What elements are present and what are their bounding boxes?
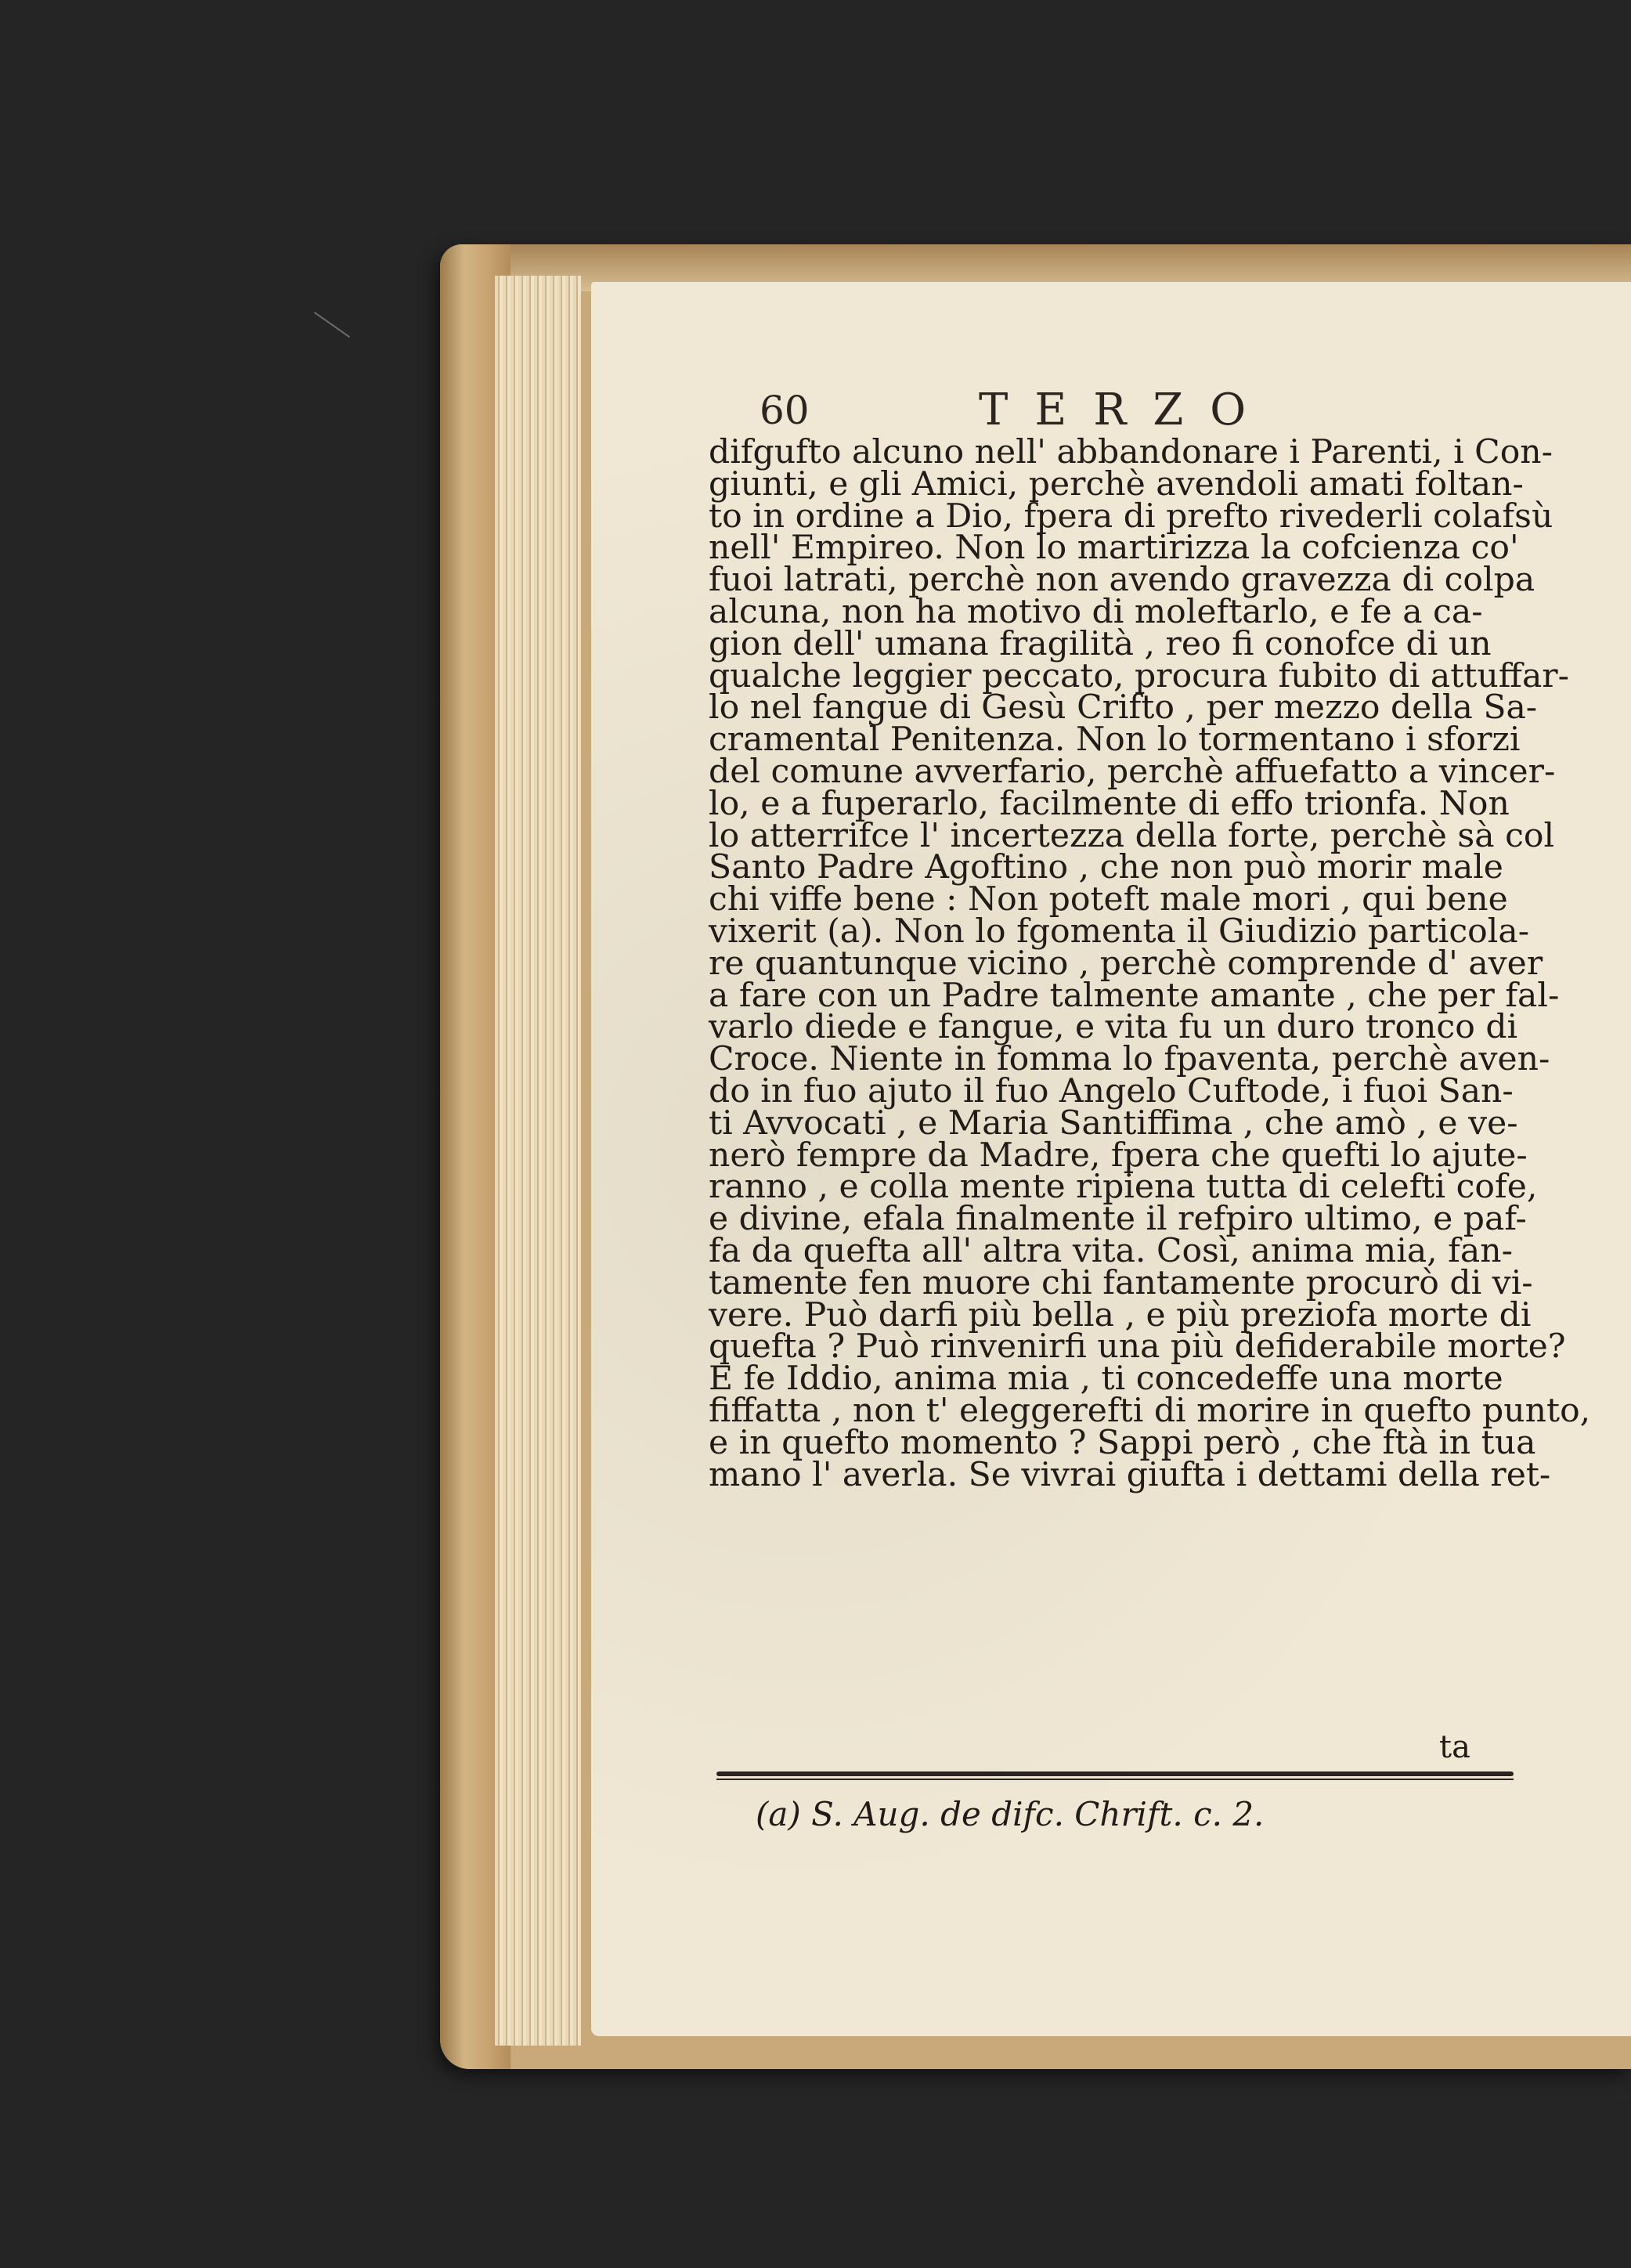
text-line: ranno , e colla mente ripiena tutta di celefti cofe, (709, 1168, 1538, 1207)
text-line: re quantunque vicino , perchè comprende d' aver (709, 944, 1543, 983)
text-line: a fare con un Padre talmente amante , che per fal- (709, 976, 1560, 1015)
text-line: gion dell' umana fragilità , reo fi conofce di un (709, 624, 1492, 663)
body-text (709, 433, 1591, 1494)
text-line: cramental Penitenza. Non lo tormentano i sforzi (709, 720, 1521, 760)
text-line: e divine, efala finalmente il refpiro ultimo, e paf- (709, 1200, 1527, 1239)
text-line: mano l' averla. Se vivrai giufta i dettami della ret- (709, 1455, 1551, 1494)
footnote-rule (716, 1771, 1514, 1776)
text-line: fuoi latrati, perchè non avendo gravezza di colpa (709, 561, 1535, 600)
text-line: ti Avvocati , e Maria Santiffima , che amò , e ve- (709, 1103, 1518, 1143)
text-line: nell' Empireo. Non lo martirizza la cofcienza co' (709, 529, 1519, 568)
text-line: lo nel fangue di Gesù Crifto , per mezzo della Sa- (709, 688, 1538, 728)
text-line: do in fuo ajuto il fuo Angelo Cuftode, i fuoi San- (709, 1071, 1514, 1111)
page-number: 60 (760, 388, 810, 433)
text-line: lo atterrifce l' incertezza della forte, perchè sà col (709, 816, 1555, 855)
text-line: alcuna, non ha motivo di moleftarlo, e fe a ca- (709, 592, 1483, 631)
text-line: giunti, e gli Amici, perchè avendoli amati foltan- (709, 464, 1524, 504)
text-line: qualche leggier peccato, procura fubito di attuffar- (709, 656, 1569, 695)
catchword: ta (1439, 1729, 1470, 1765)
text-line: Santo Padre Agoftino , che non può morir male (709, 848, 1503, 887)
footnote: (a) S. Aug. de difc. Chrift. c. 2. (756, 1795, 1265, 1833)
text-line: tamente fen muore chi fantamente procurò di vi- (709, 1263, 1533, 1302)
text-line: fiffatta , non t' eleggerefti di morire in quefto punto, (709, 1391, 1591, 1430)
running-head: TERZO (979, 385, 1273, 435)
text-line: vixerit (a). Non lo fgomenta il Giudizio particola- (709, 912, 1530, 951)
text-line: chi viffe bene : Non poteft male mori , qui bene (709, 880, 1508, 919)
text-line: to in ordine a Dio, fpera di prefto rivederli colafsù (709, 497, 1553, 536)
text-line: del comune avverfario, perchè affuefatto a vincer- (709, 752, 1556, 791)
page-edges (495, 276, 581, 2046)
text-line: vere. Può darfi più bella , e più preziofa morte di (709, 1295, 1532, 1334)
text-line: lo, e a fuperarlo, facilmente di effo trionfa. Non (709, 784, 1510, 823)
text-line: E fe Iddio, anima mia , ti concedeffe una morte (709, 1360, 1503, 1399)
text-line: e in quefto momento ? Sappi però , che ftà in tua (709, 1423, 1536, 1462)
text-line: difgufto alcuno nell' abbandonare i Parenti, i Con- (709, 433, 1553, 471)
text-line: Croce. Niente in fomma lo fpaventa, perchè aven- (709, 1040, 1550, 1079)
text-line: fa da quefta all' altra vita. Così, anima mia, fan- (709, 1231, 1513, 1270)
text-line: quefta ? Può rinvenirfi una più defiderabile morte? (709, 1327, 1566, 1367)
text-line: varlo diede e fangue, e vita fu un duro tronco di (709, 1008, 1518, 1047)
scratch-mark (296, 312, 350, 363)
text-line: nerò fempre da Madre, fpera che quefti lo ajute- (709, 1136, 1528, 1175)
